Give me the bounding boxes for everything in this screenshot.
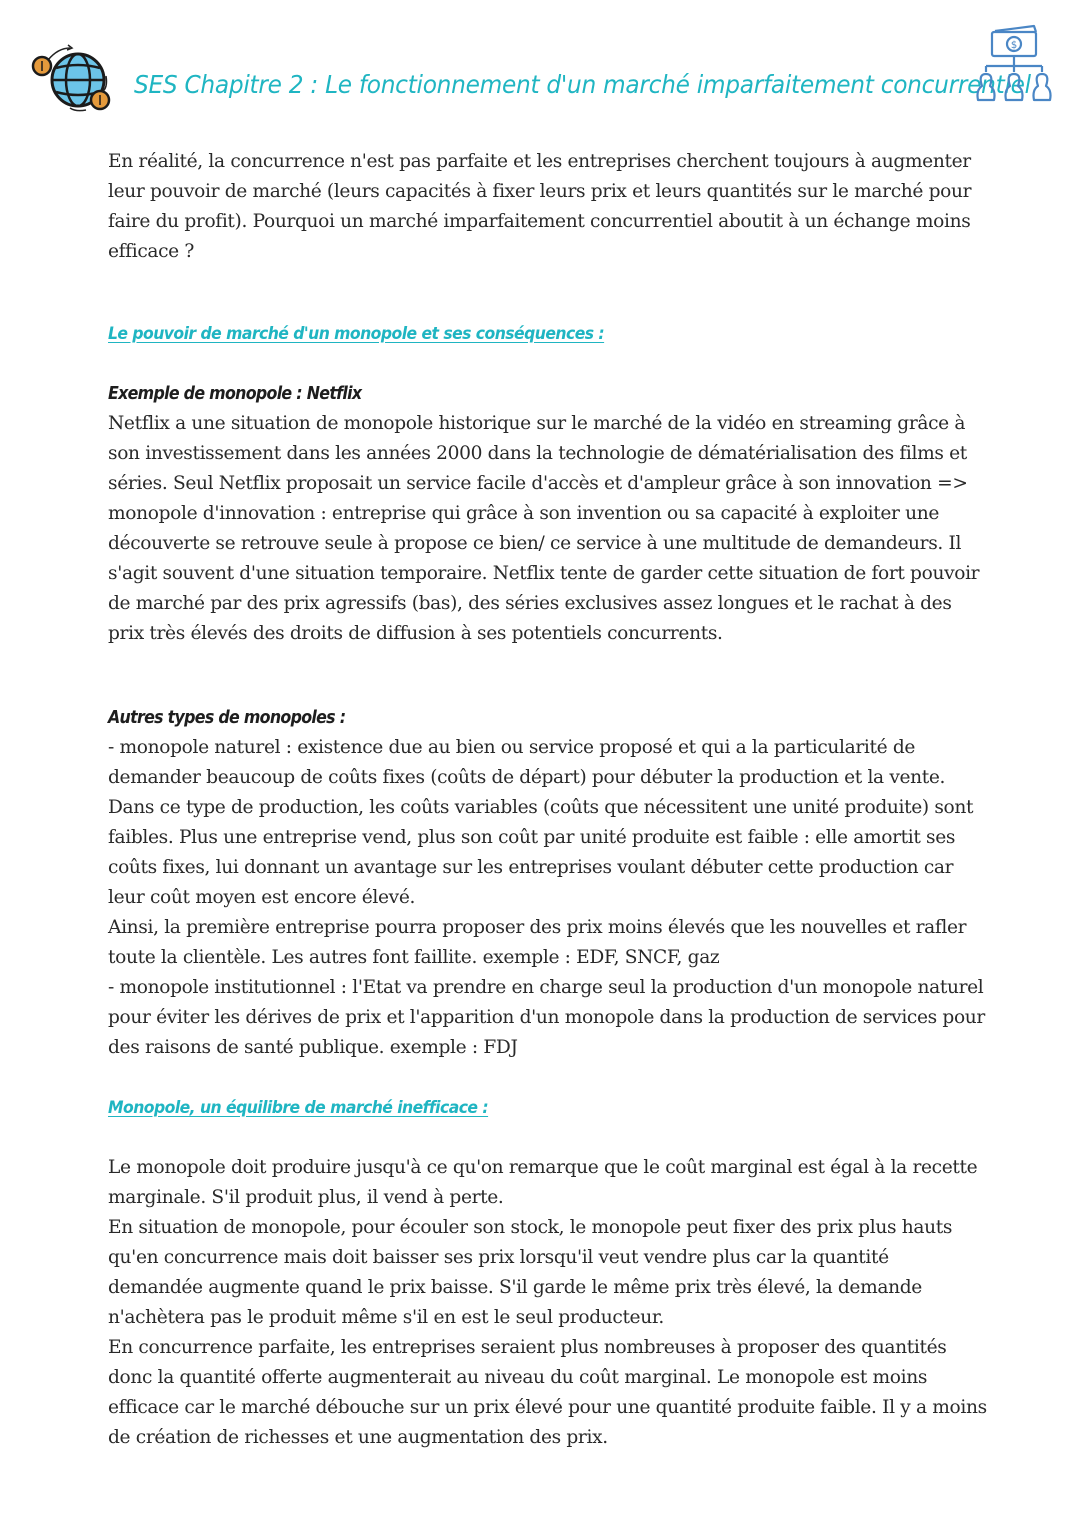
paragraph-situation-monopole: En situation de monopole, pour écouler son stock, le monopole peut fixer des prix plus hauts qu'en concurrence mais doit baisser ses prix lorsqu'il veut vendre plus car la quantité demandée augmente quand le prix baisse. S'il garde le même prix très élevé, la demande n'achètera pas le produit même s'il en est le seul producteur.	[108, 1217, 953, 1328]
paragraph-monopole-naturel: - monopole naturel : existence due au bien ou service proposé et qui a la particularité de demander beaucoup de coûts fixes (coûts de départ) pour débuter la production et la vente. Dans ce type de production, les coûts variables (coûts que nécessitent une unité produite) sont faibles. Plus une entreprise vend, plus son coût par unité produite est faible : elle amortit ses coûts fixes, lui donnant un avantage sur les entreprises voulant débuter cette production car leur coût moyen est encore élevé.	[108, 737, 974, 908]
paragraph-ainsi: Ainsi, la première entreprise pourra proposer des prix moins élevés que les nouvelles et rafler toute la clientèle. Les autres font faillite. exemple : EDF, SNCF, gaz	[108, 917, 967, 968]
page-header	[0, 0, 1080, 130]
section-heading-equilibre-inefficace: Monopole, un équilibre de marché inefficace :	[108, 1098, 489, 1118]
paragraph-concurrence-parfaite: En concurrence parfaite, les entreprises seraient plus nombreuses à proposer des quantités donc la quantité offerte augmenterait au niveau du coût marginal. Le monopole est moins efficace car le marché débouche sur un prix élevé pour une quantité produite faible. Il y a moins de création de richesses et une augmentation des prix.	[108, 1337, 987, 1448]
money-hierarchy-icon	[968, 24, 1060, 110]
paragraph-netflix: Netflix a une situation de monopole historique sur le marché de la vidéo en streaming grâce à son investissement dans les années 2000 dans la technologie de dématérialisation des films et séries. Seul Netflix proposait un service facile d'accès et d'ampleur grâce à son innovation => monopole d'innovation : entreprise qui grâce à son invention ou sa capacité à exploiter une découverte se retrouve seule à propose ce bien/ ce service à une multitude de demandeurs. Il s'agit souvent d'une situation temporaire. Netflix tente de garder cette situation de fort pouvoir de marché par des prix agressifs (bas), des séries exclusives assez longues et le rachat à des prix très élevés des droits de diffusion à ses potentiels concurrents.	[108, 413, 980, 644]
page-title: SES Chapitre 2 : Le fonctionnement d'un marché imparfaitement concurrentiel	[134, 70, 1031, 99]
subheading-exemple-netflix: Exemple de monopole : Netflix	[108, 383, 362, 404]
svg-text:$: $	[1010, 40, 1018, 51]
paragraph-cout-marginal: Le monopole doit produire jusqu'à ce qu'on remarque que le coût marginal est égal à la recette marginale. S'il produit plus, il vend à perte.	[108, 1157, 978, 1208]
section-heading-pouvoir-de-marche: Le pouvoir de marché d'un monopole et ses conséquences :	[108, 324, 605, 344]
subheading-autres-types: Autres types de monopoles :	[108, 707, 346, 728]
globe-coins-icon	[28, 42, 120, 112]
document-body	[108, 147, 988, 1453]
intro-paragraph: En réalité, la concurrence n'est pas parfaite et les entreprises cherchent toujours à augmenter leur pouvoir de marché (leurs capacités à fixer leurs prix et leurs quantités sur le marché pour faire du profit). Pourquoi un marché imparfaitement concurrentiel aboutit à un échange moins efficace ?	[108, 151, 972, 262]
paragraph-monopole-institutionnel: - monopole institutionnel : l'Etat va prendre en charge seul la production d'un monopole naturel pour éviter les dérives de prix et l'apparition d'un monopole dans la production de services pour des raisons de santé publique. exemple : FDJ	[108, 977, 985, 1058]
